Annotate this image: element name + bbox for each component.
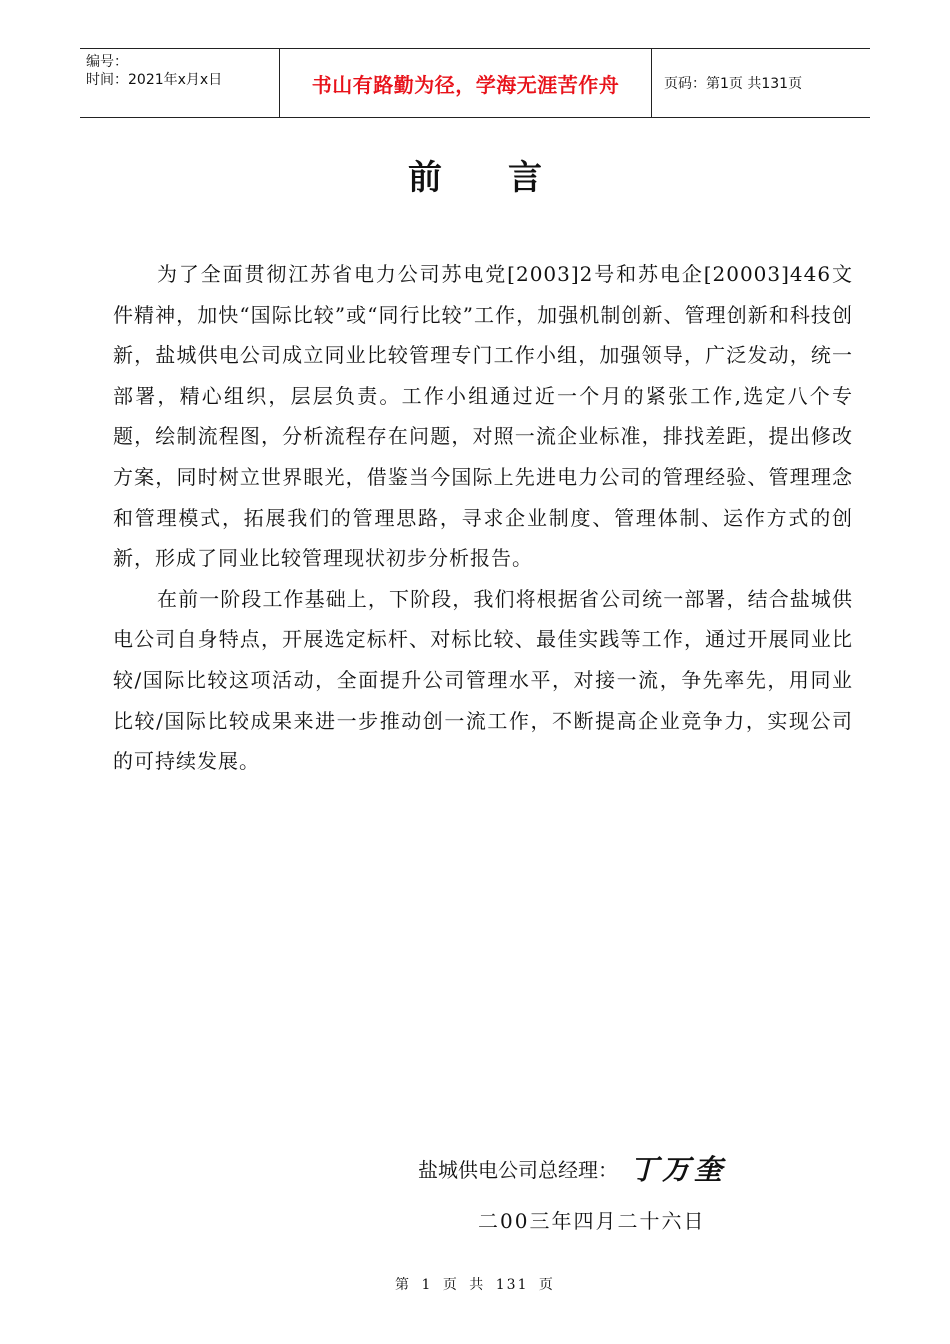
signature-label: 盐城供电公司总经理：	[418, 1157, 618, 1182]
header-meta	[80, 49, 280, 117]
header-page-info: 页码：第1页 共131页	[664, 76, 803, 92]
page-footer: 第 1 页 共 131 页	[395, 1277, 555, 1293]
document-body	[113, 254, 853, 782]
body-paragraph: 在前一阶段工作基础上，下阶段，我们将根据省公司统一部署，结合盐城供电公司自身特点，开展选定标杆、对标比较、最佳实践等工作，通过开展同业比较/国际比较这项活动，全面提升公司管理水平，对接一流，争先率先，用同业比较/国际比较成果来进一步推动创一流工作，不断提高企业竞争力，实现公司的可持续发展。	[113, 586, 853, 774]
document-number-label: 编号：	[86, 54, 128, 70]
header-motto: 书山有路勤为径，学海无涯苦作舟	[280, 49, 652, 117]
document-date: 二00三年四月二十六日	[478, 1209, 706, 1233]
document-time-label: 时间：2021年x月x日	[86, 72, 223, 88]
page-header	[80, 48, 870, 118]
signature-block	[418, 1148, 726, 1188]
handwritten-signature: 丁万奎	[630, 1153, 727, 1186]
document-title: 前言	[408, 158, 608, 198]
body-paragraph: 为了全面贯彻江苏省电力公司苏电党[2003]2号和苏电企[20003]446文件精神，加快“国际比较”或“同行比较”工作，加强机制创新、管理创新和科技创新，盐城供电公司成立同业比较管理专门工作小组，加强领导，广泛发动，统一部署，精心组织，层层负责。工作小组通过近一个月的紧张工作,选定八个专题，绘制流程图，分析流程存在问题，对照一流企业标准，排找差距，提出修改方案，同时树立世界眼光，借鉴当今国际上先进电力公司的管理经验、管理理念和管理模式，拓展我们的管理思路，寻求企业制度、管理体制、运作方式的创新，形成了同业比较管理现状初步分析报告。	[113, 262, 853, 571]
